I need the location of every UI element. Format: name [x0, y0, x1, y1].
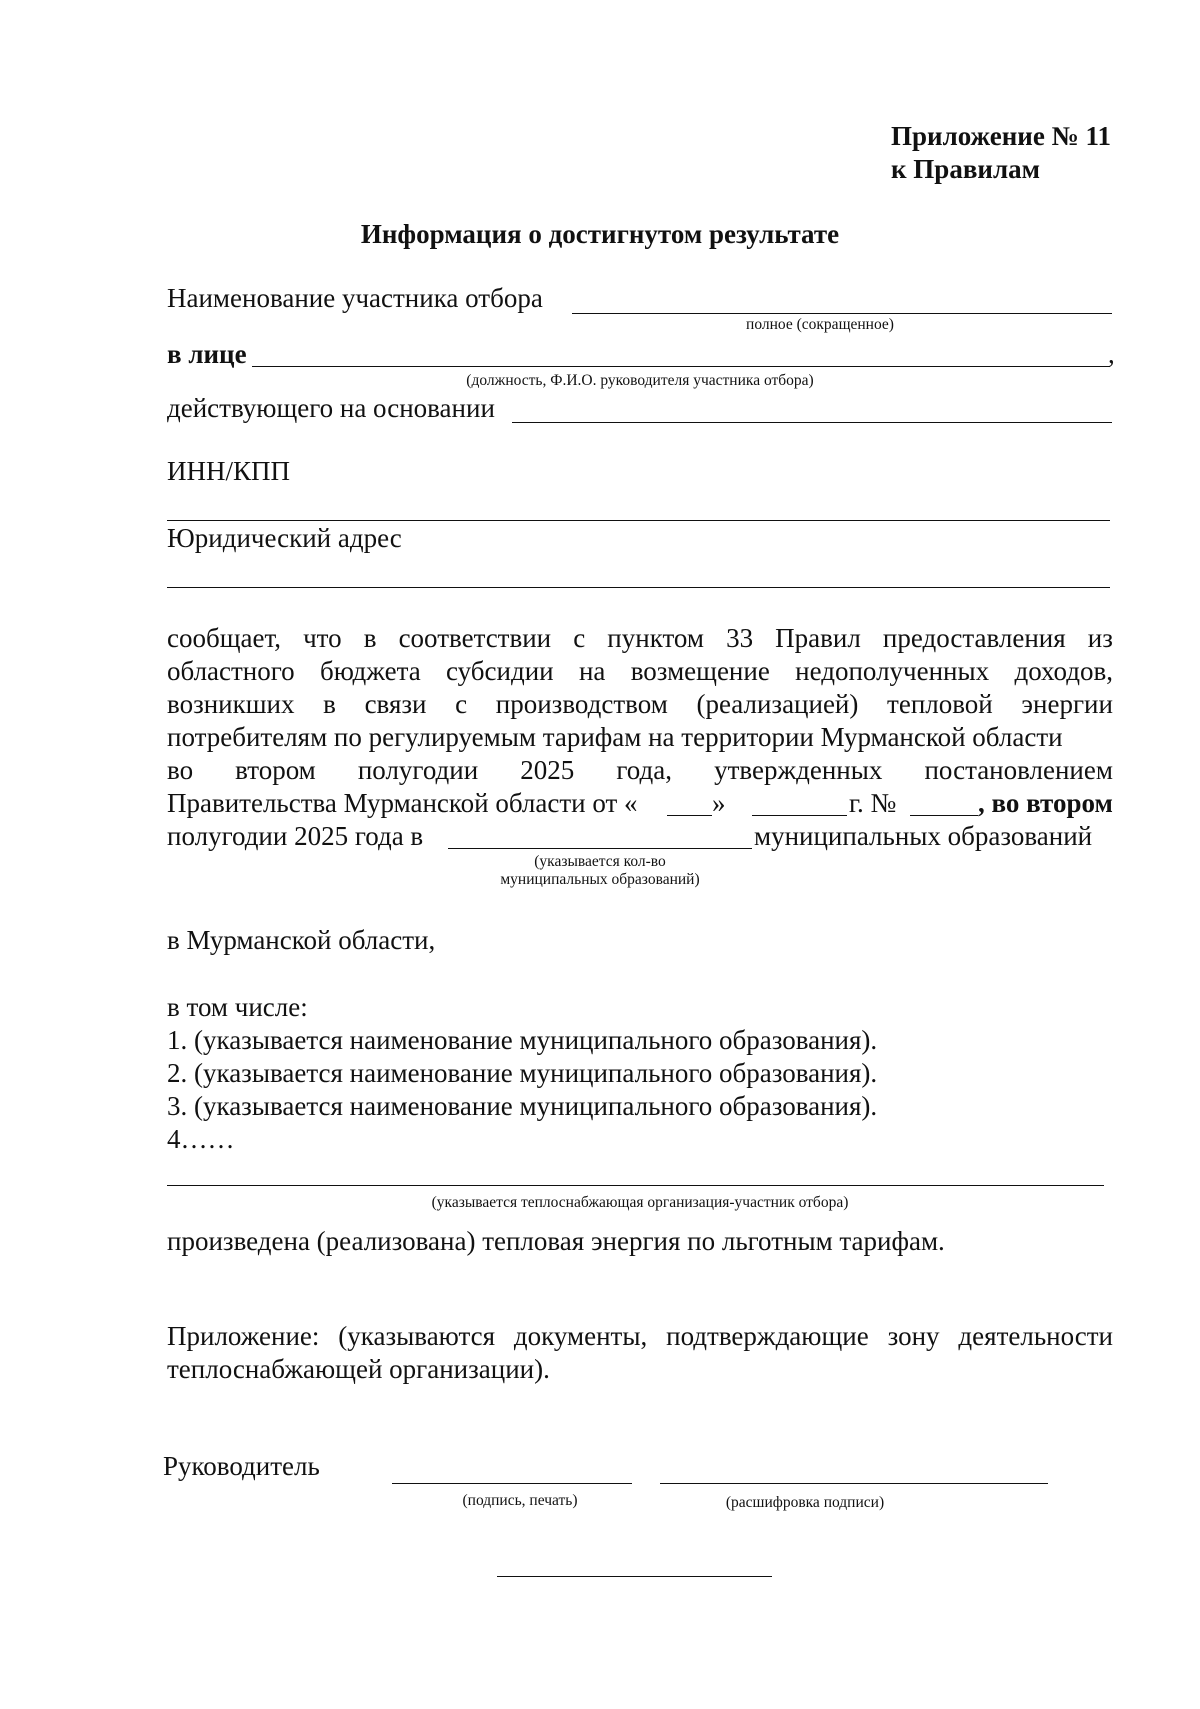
body-word: связи	[364, 689, 427, 719]
body-line-5	[167, 754, 1113, 787]
signature-caption: (подпись, печать)	[462, 1492, 578, 1509]
body-word: производством	[495, 689, 668, 719]
bottom-divider	[497, 1576, 772, 1577]
body-line-2	[167, 655, 1113, 688]
person-caption: (должность, Ф.И.О. руководителя участника отбора)	[466, 372, 814, 389]
body-word: соответствии	[398, 623, 552, 653]
body-word: возникших	[167, 689, 295, 719]
produced-text: произведена (реализована) тепловая энергия по льготным тарифам.	[167, 1226, 945, 1256]
person-label: в лице	[167, 339, 247, 369]
body-word: тепловой	[887, 689, 993, 719]
body-line-6-number: г. №	[849, 788, 897, 818]
body-word: областного	[167, 656, 295, 686]
list-item: 2. (указывается наименование муниципального образования).	[167, 1058, 878, 1088]
body-word: постановлением	[924, 755, 1113, 785]
body-word: 33	[726, 623, 754, 653]
appendix-to-rules: к Правилам	[891, 154, 1041, 184]
body-line-7-start: полугодии 2025 года в	[167, 821, 424, 851]
body-line-1	[167, 622, 1113, 655]
appendix-number: Приложение № 11	[891, 121, 1111, 151]
body-word: субсидии	[446, 656, 554, 686]
body-word: что	[303, 623, 342, 653]
body-word: на	[578, 656, 606, 686]
inn-field-line	[167, 520, 1110, 521]
body-word: в	[363, 623, 377, 653]
body-word: бюджета	[320, 656, 421, 686]
participant-label: Наименование участника отбора	[167, 283, 543, 313]
participant-caption: полное (сокращенное)	[746, 316, 894, 333]
body-line-6-start: Правительства Мурманской области от «	[167, 788, 638, 818]
body-word: энергии	[1021, 689, 1113, 719]
body-word: 2025	[520, 755, 575, 785]
body-line-6-end: , во втором	[978, 788, 1113, 818]
body-word: в	[323, 689, 336, 719]
person-field-line	[252, 366, 1110, 367]
body-line-4: потребителям по регулируемым тарифам на территории Мурманской области	[167, 722, 1063, 752]
body-line-7-end: муниципальных образований	[754, 821, 1093, 851]
body-word: полугодии	[357, 755, 479, 785]
body-word: возмещение	[630, 656, 770, 686]
participant-field-line	[572, 313, 1112, 314]
document-title: Информация о достигнутом результате	[360, 219, 840, 249]
body-word: доходов,	[1014, 656, 1113, 686]
list-item: 3. (указывается наименование муниципального образования).	[167, 1091, 878, 1121]
count-caption-2: муниципальных образований)	[500, 871, 700, 888]
signature-line	[392, 1483, 632, 1484]
count-caption-1: (указывается кол-во	[534, 853, 666, 870]
person-comma: ,	[1108, 339, 1115, 369]
body-word: утвержденных	[714, 755, 883, 785]
decode-caption: (расшифровка подписи)	[725, 1494, 885, 1511]
body-word: года,	[616, 755, 672, 785]
body-word: пунктом	[607, 623, 704, 653]
number-blank	[910, 815, 978, 816]
count-blank	[448, 848, 752, 849]
body-word: с	[573, 623, 586, 653]
body-word: во	[167, 755, 194, 785]
body-word: втором	[235, 755, 316, 785]
day-blank	[667, 815, 712, 816]
body-word: Правил	[775, 623, 861, 653]
body-word: недополученных	[795, 656, 990, 686]
list-item: 4……	[167, 1124, 235, 1154]
list-item: 1. (указывается наименование муниципального образования).	[167, 1025, 878, 1055]
including-label: в том числе:	[167, 992, 308, 1022]
date-blank	[752, 815, 847, 816]
body-word: с	[455, 689, 468, 719]
organization-caption: (указывается теплоснабжающая организация-участник отбора)	[431, 1194, 849, 1211]
signature-decode-line	[660, 1483, 1048, 1484]
basis-label: действующего на основании	[167, 393, 495, 423]
body-line-6-quote: »	[712, 788, 726, 818]
region-text: в Мурманской области,	[167, 925, 436, 955]
body-word: сообщает,	[167, 623, 281, 653]
body-word: предоставления	[882, 623, 1066, 653]
address-label: Юридический адрес	[167, 523, 402, 553]
body-word: (реализацией)	[696, 689, 859, 719]
head-label: Руководитель	[163, 1451, 320, 1481]
inn-label: ИНН/КПП	[167, 456, 291, 486]
body-word: из	[1087, 623, 1113, 653]
organization-field-line	[167, 1185, 1104, 1186]
attachment-text: Приложение: (указываются документы, подтверждающие зону деятельности теплоснабжающей организации).	[167, 1321, 1113, 1384]
body-line-3	[167, 688, 1113, 721]
address-field-line	[167, 587, 1110, 588]
basis-field-line	[512, 422, 1112, 423]
